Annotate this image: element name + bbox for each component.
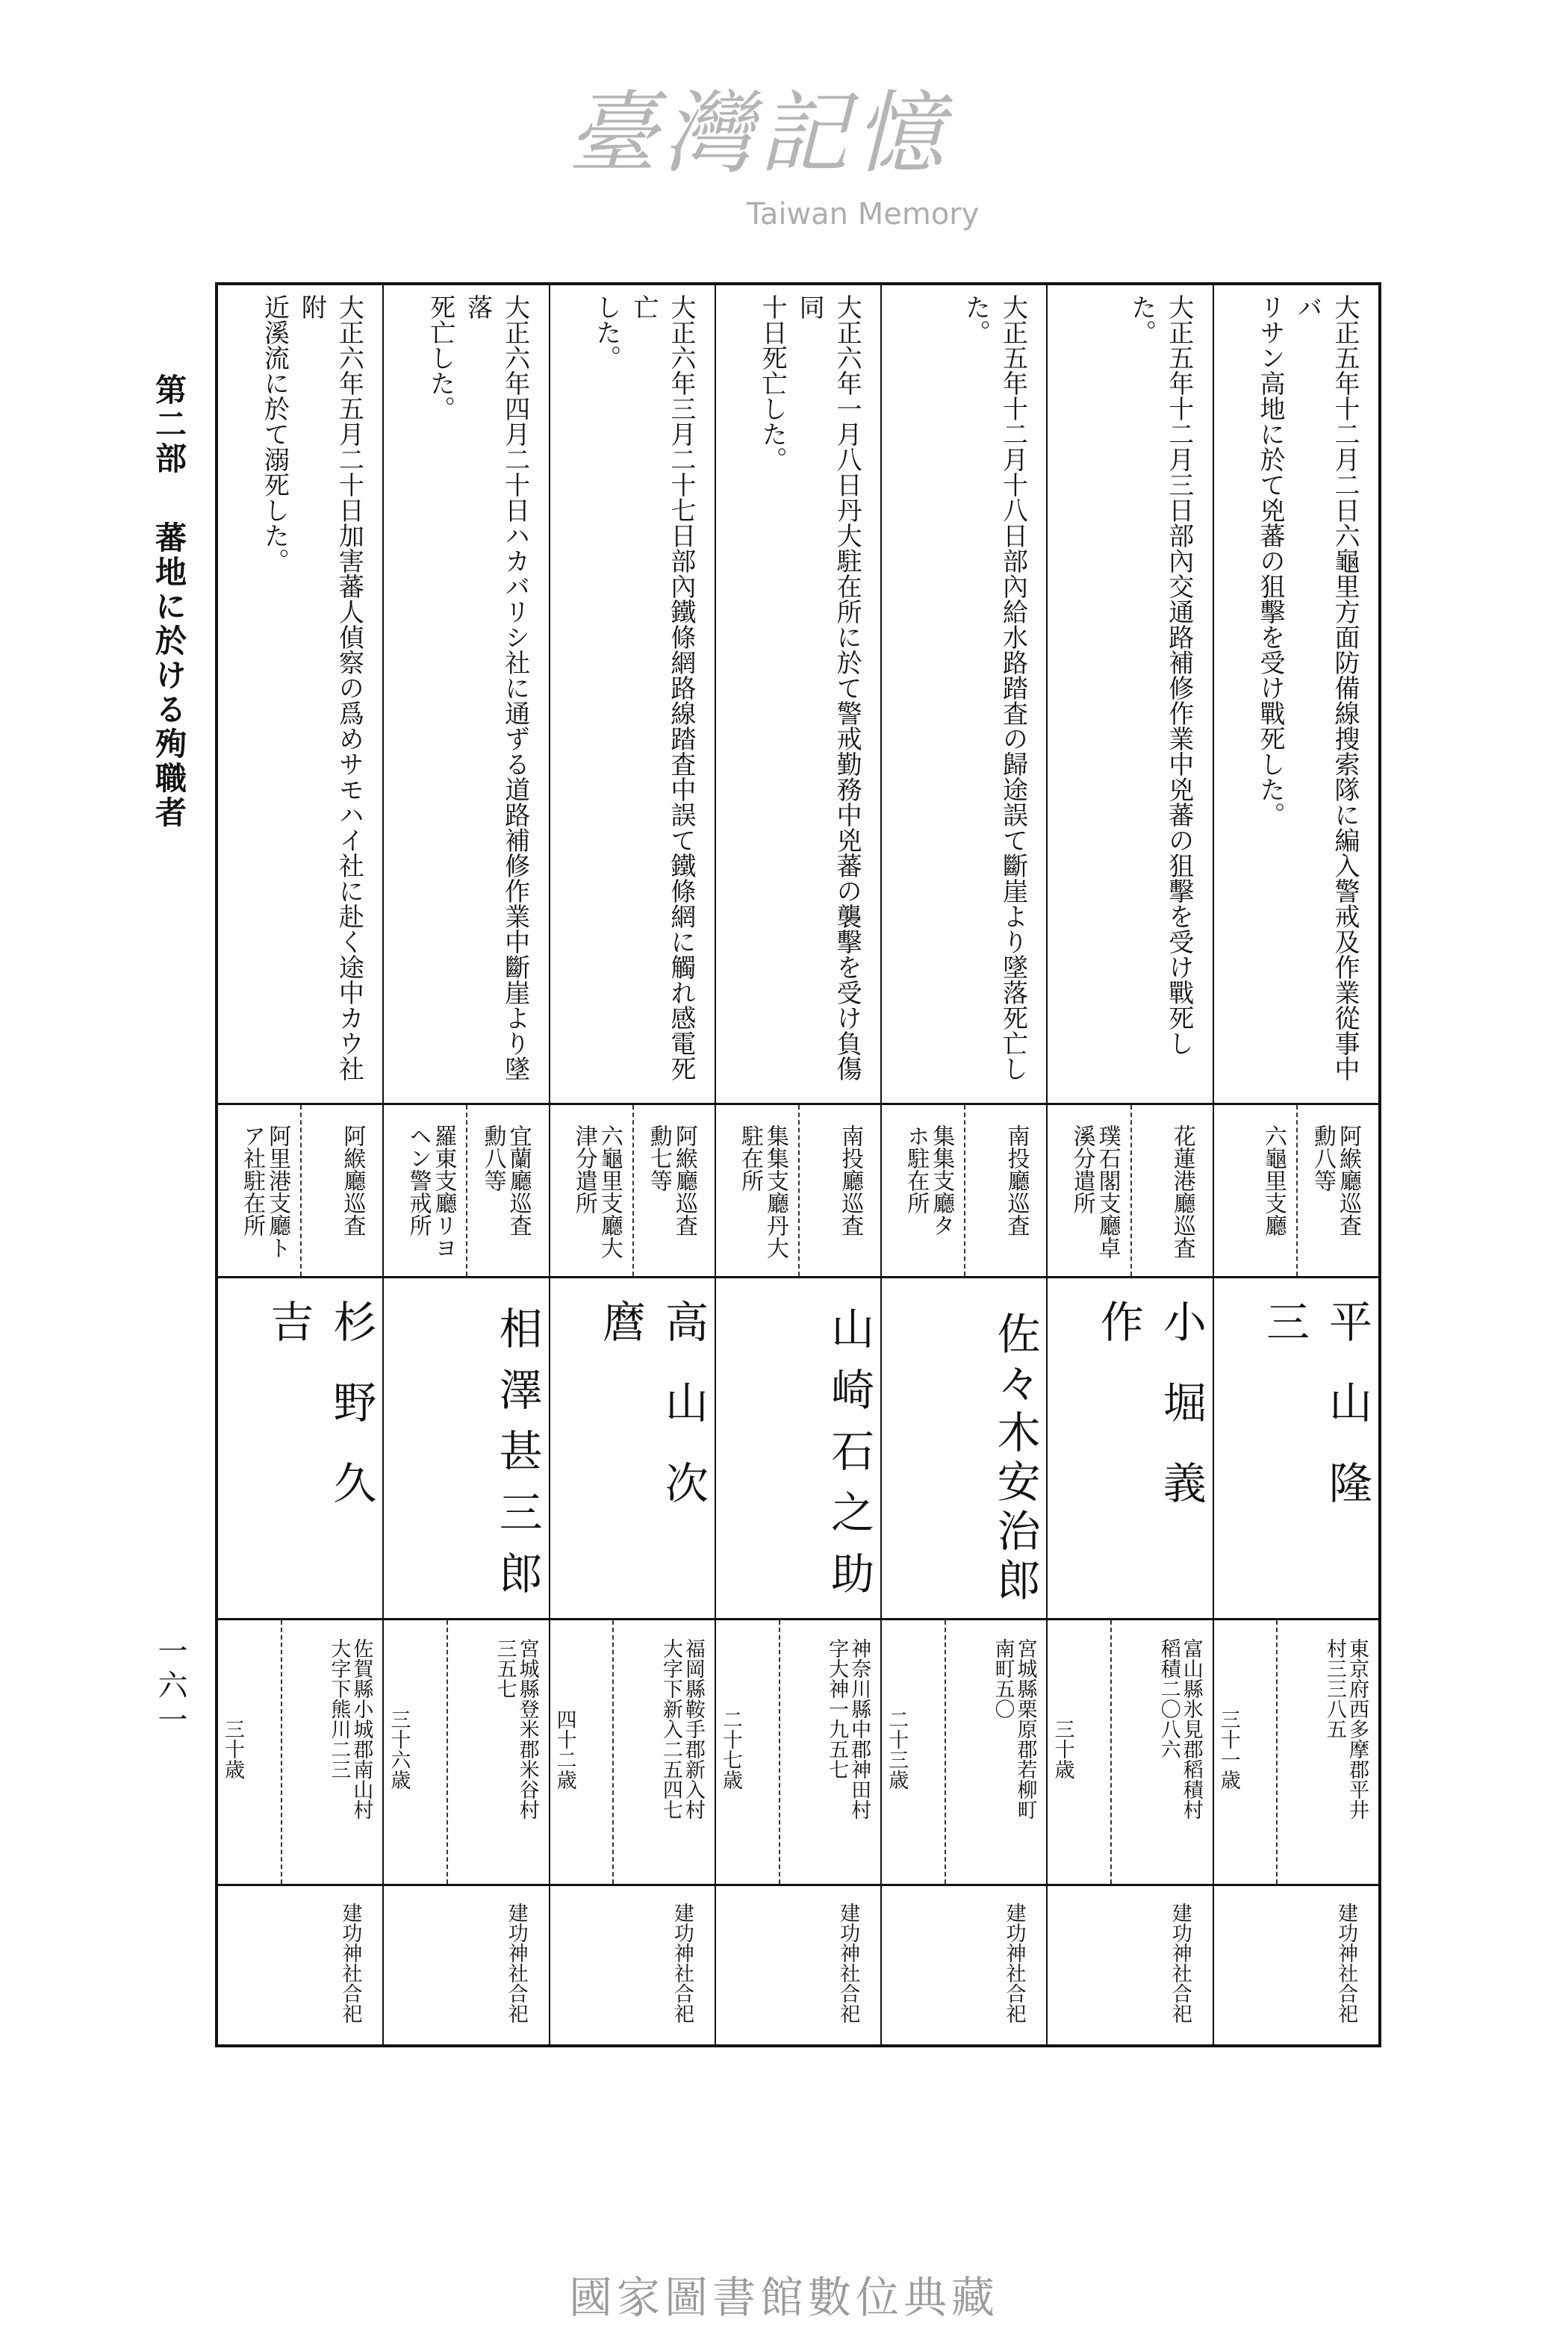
officer-name: 小堀義作 [1048, 1278, 1212, 1620]
address-line: 佐賀縣小城郡南山村 [349, 1638, 373, 1820]
affiliation-cell [384, 1105, 548, 1278]
address-line: 大字下新入二五四七 [659, 1638, 682, 1820]
address-line: 稻積二〇八六 [1157, 1638, 1180, 1759]
incident-description [218, 285, 382, 1105]
officer-name: 杉野久吉 [218, 1278, 382, 1620]
location-line: 溪分遣所 [1068, 1124, 1095, 1214]
domicile [281, 1620, 383, 1884]
location-line: ア社駐在所 [239, 1124, 266, 1236]
taiwan-memory-watermark-logo: 臺灣記憶 [567, 82, 950, 186]
address-line: 東京府西多摩郡平井 [1345, 1638, 1369, 1820]
incident-description [384, 285, 548, 1105]
age: 三十六歳 [387, 1708, 411, 1790]
location-line: 集集支廳丹大 [762, 1124, 789, 1259]
domicile [612, 1620, 715, 1884]
location-line: 六龜里支廳大 [596, 1124, 623, 1259]
officer-name: 山崎石之助 [716, 1278, 880, 1620]
incident-description [1214, 285, 1378, 1105]
description-line: 十日死亡した。 [757, 294, 788, 472]
address-line: 福岡縣鞍手郡新入村 [681, 1638, 705, 1820]
description-line: 大正五年十二月十八日部內給水路踏査の歸途誤て斷崖より墜落死亡し [998, 294, 1028, 1081]
rank-line: 勳八等 [479, 1124, 506, 1192]
description-line: 死亡した。 [425, 294, 455, 421]
affiliation-cell [716, 1105, 880, 1278]
rank [798, 1105, 880, 1276]
address-cell [1214, 1620, 1378, 1886]
officer-name: 平山隆三 [1214, 1278, 1378, 1620]
enshrinement-note: 建功神社合祀 [1168, 1903, 1192, 2023]
rank [466, 1105, 548, 1276]
rank-line: 阿緱廳巡査 [671, 1124, 697, 1236]
enshrinement-note: 建功神社合祀 [1002, 1903, 1026, 2023]
table-column [218, 285, 382, 2044]
address-cell [1048, 1620, 1212, 1886]
age: 三十歳 [221, 1719, 245, 1779]
enshrinement-note: 建功神社合祀 [670, 1903, 694, 2023]
description-line: 大正六年五月二十日加害蕃人偵察の爲めサモハイ社に赴く途中カウ社附 [296, 294, 364, 1081]
rank-line: 南投廳巡査 [837, 1124, 864, 1236]
address-line: 村三三八五 [1323, 1638, 1346, 1739]
description-line: 大正六年三月二十七日部內鐵條網路線踏査中誤て鐵條網に觸れ感電死亡 [628, 294, 696, 1081]
description-line: た。 [960, 294, 991, 345]
address-line: 大字下熊川二三 [327, 1638, 351, 1779]
description-line: 大正六年四月二十日ハカバリシ社に通ずる道路補修作業中斷崖より墜落 [462, 294, 530, 1081]
location-line: 璞石閣支廳卓 [1094, 1124, 1121, 1259]
affiliation-cell [550, 1105, 715, 1278]
description-line: リサン高地に於て兇蕃の狙擊を受け戰死した。 [1255, 294, 1285, 827]
location-line: 集集支廳タ [928, 1124, 955, 1236]
rank-line: 勳七等 [645, 1124, 672, 1192]
enshrinement-note: 建功神社合祀 [504, 1903, 528, 2023]
age: 四十二歳 [553, 1708, 576, 1790]
running-head [146, 373, 191, 830]
rank [964, 1105, 1046, 1276]
rank-line: 勳八等 [1310, 1124, 1336, 1192]
address-cell [716, 1620, 880, 1886]
post-location [1214, 1105, 1296, 1276]
incident-description [882, 285, 1046, 1105]
address-line: 宮城縣栗原郡若柳町 [1013, 1638, 1037, 1820]
taiwan-memory-watermark-text: Taiwan Memory [747, 197, 980, 231]
description-line: 近溪流に於て溺死した。 [259, 294, 290, 573]
affiliation-cell [1048, 1105, 1212, 1278]
affiliation-cell [218, 1105, 382, 1278]
affiliation-cell [882, 1105, 1046, 1278]
enshrinement-note: 建功神社合祀 [836, 1903, 860, 2023]
rank [1296, 1105, 1378, 1276]
domicile [1110, 1620, 1213, 1884]
rank-line: 宜蘭廳巡査 [505, 1124, 532, 1236]
post-location [882, 1105, 964, 1276]
page-number: 一六一 [153, 1635, 187, 1738]
address-line: 神奈川縣中郡神田村 [847, 1638, 871, 1820]
address-line: 宮城縣登米郡米谷村 [515, 1638, 539, 1820]
address-cell [218, 1620, 382, 1886]
address-line: 三五七 [493, 1638, 517, 1699]
rank [300, 1105, 382, 1276]
location-line: ホ駐在所 [903, 1124, 930, 1214]
post-location [716, 1105, 798, 1276]
location-line: 津分遣所 [570, 1124, 597, 1214]
rank [632, 1105, 715, 1276]
chapter-title: 蕃地に於ける殉職者 [151, 521, 187, 830]
description-line: した。 [591, 294, 621, 370]
age: 三十一歳 [1216, 1708, 1240, 1790]
table-column [549, 285, 715, 2044]
domicile [779, 1620, 881, 1884]
table-column [1046, 285, 1212, 2044]
domicile [945, 1620, 1047, 1884]
rank [1130, 1105, 1213, 1276]
table-column [382, 285, 548, 2044]
incident-description [1048, 285, 1212, 1105]
affiliation-cell [1214, 1105, 1378, 1278]
address-cell [384, 1620, 548, 1886]
location-line: 六龜里支廳 [1260, 1124, 1287, 1236]
domicile [447, 1620, 549, 1884]
description-line: 大正六年一月八日丹大駐在所に於て警戒勤務中兇蕃の襲擊を受け負傷同 [794, 294, 862, 1081]
description-line: 大正五年十二月三日部內交通路補修作業中兇蕃の狙擊を受け戰死した。 [1126, 294, 1194, 1056]
description-line: 大正五年十二月二日六龜里方面防備線搜索隊に編入警戒及作業從事中バ [1292, 294, 1360, 1081]
location-line: 羅東支廳リヨ [430, 1124, 457, 1259]
part-label: 第二部 [151, 373, 187, 476]
rank-line: 南投廳巡査 [1003, 1124, 1030, 1236]
library-footer: 國家圖書館數位典藏 [568, 2272, 999, 2323]
address-cell [882, 1620, 1046, 1886]
incident-description [716, 285, 880, 1105]
age: 三十歳 [1051, 1719, 1074, 1779]
officer-name: 佐々木安治郎 [882, 1278, 1046, 1620]
incident-description [550, 285, 715, 1105]
location-line: ヘン警戒所 [405, 1124, 432, 1236]
address-line: 富山縣氷見郡稻積村 [1179, 1638, 1203, 1820]
age: 二十三歳 [885, 1708, 909, 1790]
address-line: 南町五〇 [991, 1638, 1015, 1719]
rank-line: 阿緱廳巡査 [1335, 1124, 1361, 1236]
age: 二十七歳 [718, 1708, 742, 1790]
rank-line: 阿緱廳巡査 [339, 1124, 366, 1236]
enshrinement-note: 建功神社合祀 [1334, 1903, 1357, 2023]
rank-line: 花蓮港廳巡査 [1169, 1124, 1195, 1259]
casualty-table [215, 282, 1381, 2047]
officer-name: 相澤甚三郎 [384, 1278, 548, 1620]
post-location [218, 1105, 300, 1276]
table-column [715, 285, 880, 2044]
enshrinement-note: 建功神社合祀 [338, 1903, 362, 2023]
location-line: 駐在所 [737, 1124, 764, 1192]
officer-name: 高山次麿 [550, 1278, 715, 1620]
table-column [880, 285, 1046, 2044]
table-column [1213, 285, 1378, 2044]
domicile [1276, 1620, 1378, 1884]
post-location [550, 1105, 632, 1276]
location-line: 阿里港支廳ト [264, 1124, 291, 1259]
post-location [1048, 1105, 1130, 1276]
address-line: 字大神一九五七 [825, 1638, 849, 1779]
address-cell [550, 1620, 715, 1886]
post-location [384, 1105, 466, 1276]
